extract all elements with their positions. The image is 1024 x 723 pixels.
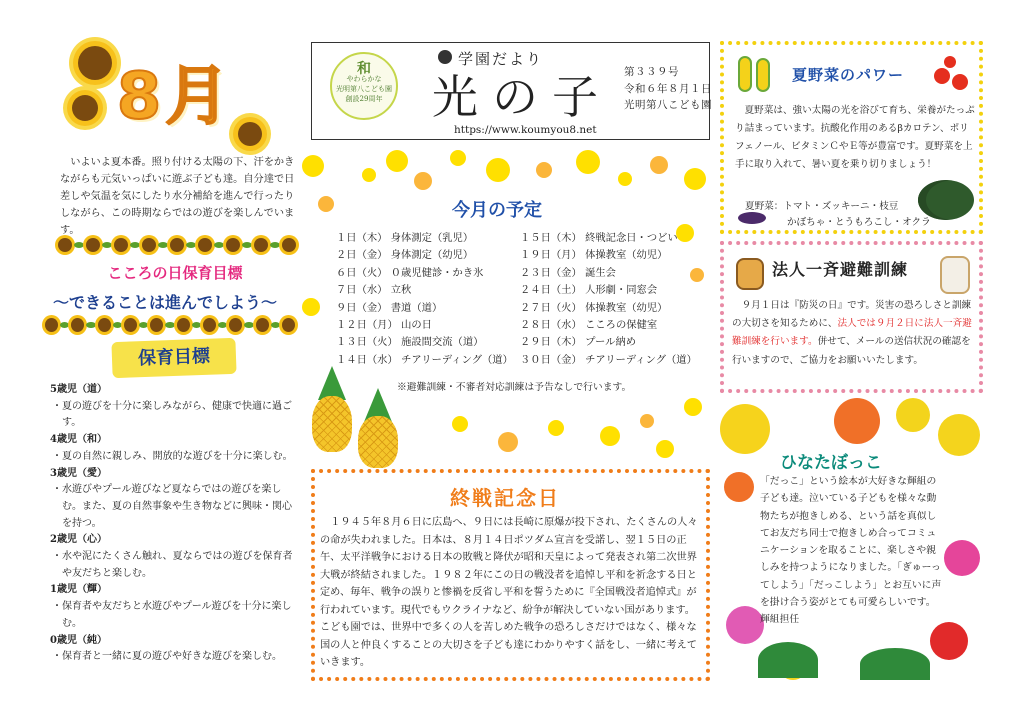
decor-dot: [414, 172, 432, 190]
sunflower-divider: [58, 238, 298, 252]
goal-age: 2歳児（心）: [50, 534, 107, 546]
issue-date: 令和６年８月１日: [624, 82, 712, 95]
series-title: 学園だより: [458, 50, 544, 68]
schedule-item: [336, 282, 513, 299]
hibiscus-flower-icon: [726, 606, 764, 644]
schedule-date: １３日（火）: [336, 336, 398, 349]
hibiscus-flower-icon: [944, 540, 980, 576]
goals-heading: 保育目標: [111, 338, 236, 378]
month-title: 8月: [116, 60, 234, 134]
war-memorial-title: 終戦記念日: [450, 486, 560, 510]
schedule-event: 山の日: [401, 319, 432, 332]
intro-text: いよいよ夏本番。照り付ける太陽の下、汗をかきながらも元気いっぱいに遊ぶ子ども達。自分達で日差しや気温を気にしたり水分補給を進んで行ったりしながら、この時期ならではの遊びを楽しんでいます。: [60, 157, 295, 236]
schedule-event: 終戦記念日・つどい: [585, 232, 678, 244]
schedule-event: ０歳児健診・かき氷: [390, 266, 484, 279]
schedule-item: [336, 334, 513, 351]
goal-text: ・夏の遊びを十分に楽しみながら、健康で快適に過ごす。: [52, 400, 292, 429]
schedule-event: 立秋: [390, 284, 412, 297]
schedule-item: [336, 352, 513, 369]
schedule-event: プール納め: [585, 336, 637, 349]
hibiscus-flower-icon: [834, 398, 880, 444]
goal-text: ・水遊びやプール遊びなど夏ならではの遊びを楽しむ。また、夏の自然事象や生き物などに興味・関心を持つ。: [52, 484, 292, 529]
vegetable-list: [745, 199, 931, 231]
summer-vegetables-title: 夏野菜のパワー: [792, 66, 905, 84]
pineapple-icon: [312, 396, 352, 452]
schedule-date: １４日（水）: [336, 353, 398, 366]
issue-number: 第３３９号: [624, 66, 679, 78]
schedule-event: 体操教室（幼児）: [585, 301, 668, 314]
schedule-date: ３０日（金）: [520, 353, 582, 366]
sunflower-icon: [72, 95, 98, 121]
decor-dot: [684, 168, 706, 190]
goal-text: ・夏の自然に親しみ、開放的な遊びを十分に楽しむ。: [52, 450, 293, 462]
school-emblem: [330, 52, 398, 120]
schedule-note: ※避難訓練・不審者対応訓練は予告なしで行います。: [397, 382, 632, 393]
decor-dot: [452, 416, 468, 432]
decor-dot: [640, 414, 654, 428]
goal-age: 1歳児（輝）: [50, 584, 107, 596]
goal-text: ・保育者や友だちと水遊びやプール遊びを十分に楽しむ。: [52, 601, 292, 629]
schedule-item: [336, 247, 513, 264]
corn-icon: [738, 56, 752, 92]
decor-dot: [498, 432, 518, 452]
pumpkin-icon: [918, 180, 974, 220]
vegetable-list-line: かぼちゃ・とうもろこし・オクラ: [787, 217, 931, 228]
schedule-date: ２４日（土）: [520, 284, 582, 297]
tomato-icon: [934, 68, 950, 84]
decor-dot: [548, 420, 564, 436]
pineapple-icon: [358, 416, 398, 468]
decor-dot: [536, 162, 552, 178]
corn-icon: [756, 58, 770, 92]
schedule-date: ９日（金）: [336, 301, 388, 314]
schedule-date: ６日（火）: [336, 266, 388, 279]
schedule-date: １５日（木）: [520, 232, 582, 244]
goal-text: ・水や泥にたくさん触れ、夏ならではの遊びを保育者や友だちと楽しむ。: [52, 551, 293, 579]
schedule-event: 体操教室（幼児）: [585, 249, 668, 262]
emblem-line: やわらかな: [346, 75, 382, 83]
goal-age: 0歳児（純）: [50, 634, 107, 646]
kokoro-goal-subtitle: ～できることは進んでしよう～: [52, 293, 277, 312]
schedule-event: 身体測定（乳児）: [390, 232, 474, 244]
decor-dot: [318, 196, 334, 212]
vegetable-list-line: 夏野菜：トマト・ズッキーニ・枝豆: [745, 201, 899, 212]
drill-text-part: 併せて、メールの送信状況の確認を行いますので、ご協力をお願いいたします。: [732, 336, 971, 366]
decor-dot: [302, 155, 324, 177]
schedule-left: [336, 230, 513, 369]
hinata-title: ひなたぼっこ: [780, 453, 882, 473]
schedule-date: ２７日（火）: [520, 301, 582, 314]
schedule-right: [520, 230, 697, 369]
drill-text-highlight: 法人では９月２日に法人一斉避難訓練を行います。: [732, 318, 972, 348]
newsletter-title: 光の子: [432, 70, 612, 124]
emergency-bag-icon: [940, 256, 970, 294]
emblem-line: 創設29周年: [345, 95, 383, 103]
evacuation-drill-title: 法人一斉避難訓練: [772, 260, 909, 279]
schedule-date: ２３日（金）: [520, 266, 582, 279]
evacuation-drill-text: [732, 297, 972, 370]
hibiscus-flower-icon: [720, 404, 770, 454]
schedule-event: 誕生会: [585, 266, 616, 279]
hibiscus-flower-icon: [724, 472, 754, 502]
palm-leaf-icon: [758, 642, 818, 678]
hinata-text: 「だっこ」という絵本が大好きな輝組の子ども達。泣いている子どもを様々な動物たちが抱きしめる、という話を真似してお友だち同士で抱きしめ合ってコミュニケーションを取ることに、楽しさや親しみを持つようになりました。「ぎゅーってしよう」「だっこしよう」とお互いに声を掛け合う姿がとても可愛らしいです。 輝組担任: [760, 476, 942, 626]
website-link[interactable]: https://www.koumyou8.net: [454, 124, 597, 136]
decor-dot: [650, 156, 668, 174]
war-memorial-text: １９４５年８月６日に広島へ、９日には長崎に原爆が投下され、たくさんの人々の命が失われました。日本は、８月１４日ポツダム宣言を受諾し、翌１５日の正午、太平洋戦争における日本の敗戦と降伏が昭和天皇によって発表され第二次世界大戦が終結されました。１９８２年にこの日の戦没者を追悼し平和を祈念する日と定め、毎年、戦争の誤りと惨禍を反省し平和を誓うために『全国戦没者追悼式』が行われています。現代でもウクライナなど、紛争が解決していない国があります。こども園では、世界中で多くの人を苦しめた戦争の恐ろしさだけではなく、様々な国の人と仲良くすることの大切さを子ども達にわかりやすく話をし、一緒に考えていきます。: [320, 517, 698, 668]
schedule-date: ２９日（木）: [520, 336, 582, 349]
schedule-item: [520, 230, 697, 247]
decor-dot: [362, 168, 376, 182]
hibiscus-flower-icon: [896, 398, 930, 432]
decor-dot: [684, 398, 702, 416]
drill-text-part: ９月１日は『防災の日』です。災害の恐ろしさと訓練の大切さを知るために、: [732, 300, 972, 330]
kokoro-goal-title: こころの日保育目標: [107, 264, 243, 282]
schedule-item: [520, 334, 697, 351]
schedule-date: ７日（水）: [336, 284, 388, 297]
schedule-date: １９日（月）: [520, 249, 582, 262]
schedule-item: [520, 352, 697, 369]
schedule-date: ２８日（水）: [520, 319, 582, 332]
schedule-item: [336, 300, 513, 317]
sunflower-divider: [45, 318, 295, 332]
schedule-event: 書道（道）: [390, 301, 443, 314]
schedule-date: １２日（月）: [336, 319, 398, 332]
schedule-item: [520, 300, 697, 317]
schedule-item: [520, 265, 697, 282]
hibiscus-flower-icon: [938, 414, 980, 456]
schedule-event: チアリーディング（道）: [585, 353, 697, 366]
schedule-event: 人形劇・同窓会: [585, 284, 658, 297]
schedule-date: １日（木）: [336, 232, 388, 244]
tomato-icon: [952, 74, 968, 90]
issue-info: [624, 64, 712, 114]
decor-dot: [450, 150, 466, 166]
schedule-item: [336, 230, 513, 247]
goals-list: [50, 382, 300, 666]
schedule-item: [336, 265, 513, 282]
goal-age: 4歳児（和）: [50, 434, 107, 446]
decor-dot: [618, 172, 632, 186]
schedule-item: [520, 282, 697, 299]
water-barrel-icon: [736, 258, 764, 290]
eggplant-icon: [738, 212, 766, 224]
decor-dot: [302, 298, 320, 316]
goal-text: ・保育者と一緒に夏の遊びや好きな遊びを楽しむ。: [52, 651, 282, 663]
decor-dot: [600, 426, 620, 446]
decor-dot: [386, 150, 408, 172]
schedule-item: [520, 247, 697, 264]
logo-icon: [438, 50, 452, 64]
decor-dot: [576, 150, 600, 174]
summer-vegetables-text: 夏野菜は、強い太陽の光を浴びて育ち、栄養がたっぷり詰まっています。抗酸化作用のあるβカロテン、ポリフェノール、ビタミンＣやＥ等が豊富です。夏野菜を上手に取り入れて、暑い夏を乗り切りましょう！: [735, 105, 975, 170]
schedule-item: [520, 317, 697, 334]
schedule-event: 身体測定（幼児）: [390, 249, 474, 262]
pineapple-leaves-icon: [318, 366, 346, 400]
emblem-line: 光明第八こども園: [336, 85, 392, 93]
schedule-event: 施設間交流（道）: [401, 336, 484, 349]
emblem-mark: 和: [357, 61, 371, 77]
palm-leaf-icon: [860, 648, 930, 680]
schedule-event: こころの保健室: [585, 319, 658, 332]
schedule-event: チアリーディング（道）: [401, 353, 513, 366]
decor-dot: [656, 440, 674, 458]
schedule-date: ２日（金）: [336, 249, 388, 262]
decor-dot: [486, 158, 510, 182]
schedule-item: [336, 317, 513, 334]
goal-age: 3歳児（愛）: [50, 467, 107, 479]
schedule-title: 今月の予定: [452, 200, 542, 221]
goal-age: 5歳児（道）: [50, 384, 107, 395]
tomato-icon: [944, 56, 956, 68]
school-name: 光明第八こども園: [624, 99, 712, 111]
